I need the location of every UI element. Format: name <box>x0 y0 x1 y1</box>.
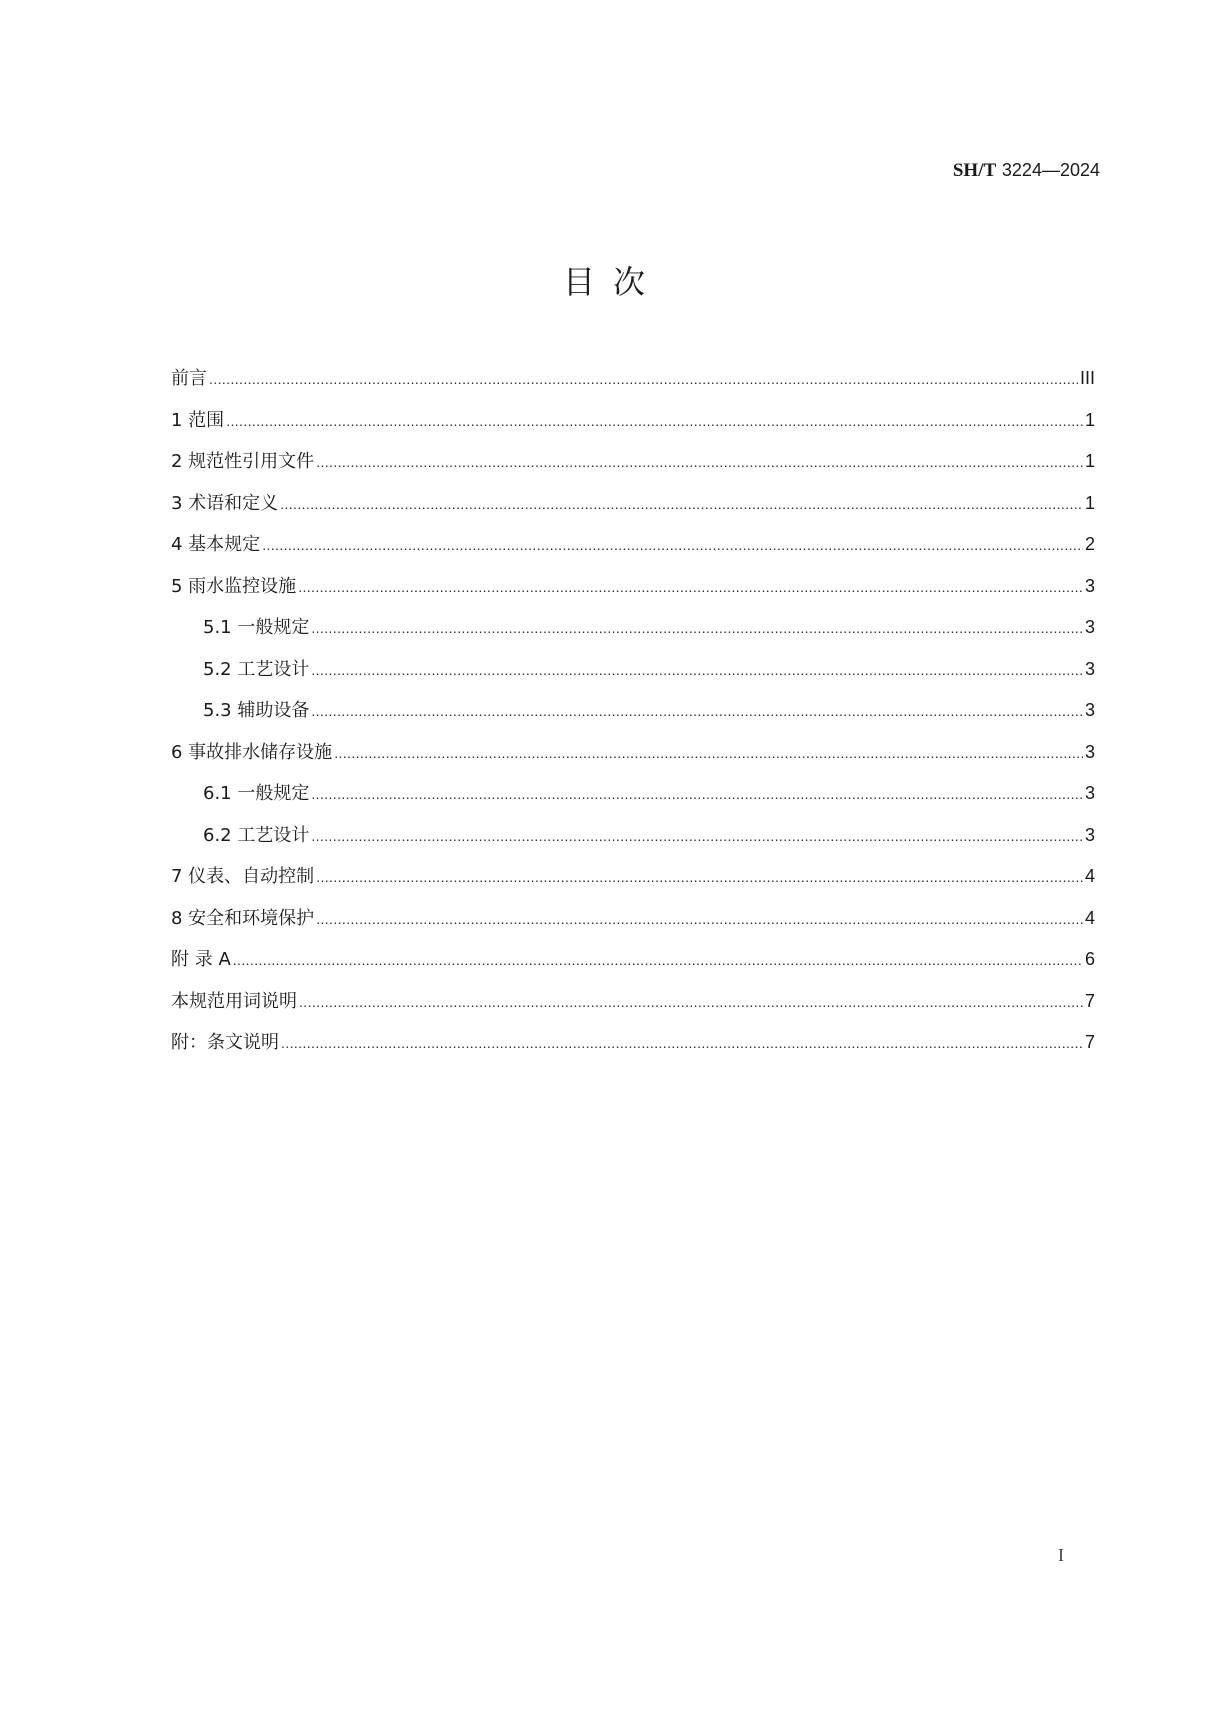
standard-year: 3224—2024 <box>1001 160 1100 180</box>
toc-entry-page: 7 <box>1084 990 1095 1011</box>
toc-entry-page: 3 <box>1084 575 1095 596</box>
toc-entry-page: 4 <box>1084 907 1095 928</box>
toc-entry-page: 3 <box>1084 824 1095 845</box>
toc-entry[interactable] <box>171 947 1095 989</box>
standard-number <box>953 158 1100 183</box>
toc-entry[interactable] <box>171 408 1095 450</box>
toc-leader-dots <box>311 616 1083 640</box>
toc-title: 目次 <box>562 263 663 301</box>
standard-code: SH/T <box>952 160 997 181</box>
toc-entry[interactable] <box>171 615 1095 657</box>
toc-entry-page: 1 <box>1084 492 1095 513</box>
toc-entry-label: 5 雨水监控设施 <box>171 575 297 597</box>
toc-entry[interactable] <box>171 823 1095 865</box>
toc-entry[interactable] <box>171 864 1095 906</box>
toc-entry-page: 4 <box>1084 866 1095 886</box>
toc-entry[interactable] <box>171 740 1095 782</box>
toc-entry-label: 3 术语和定义 <box>171 492 279 514</box>
toc-entry[interactable] <box>171 781 1095 823</box>
toc-entry-label: 6.1 一般规定 <box>203 783 310 804</box>
toc-entry-label: 7 仪表、自动控制 <box>171 866 315 887</box>
toc-entry-label: 8 安全和环境保护 <box>171 907 315 929</box>
toc-entry-label: 附：条文说明 <box>171 1032 279 1053</box>
toc-leader-dots <box>299 990 1083 1014</box>
toc-entry-label: 6.2 工艺设计 <box>203 824 310 846</box>
toc-leader-dots <box>316 450 1083 474</box>
toc-leader-dots <box>311 782 1083 806</box>
toc-entry-page: 2 <box>1084 534 1095 554</box>
toc-entry-page: 3 <box>1084 658 1095 679</box>
toc-leader-dots <box>316 907 1083 931</box>
toc-entry-page: 1 <box>1084 451 1095 471</box>
toc-entry-label: 5.1 一般规定 <box>203 617 310 638</box>
toc-leader-dots <box>209 367 1078 391</box>
toc-entry[interactable] <box>171 906 1095 948</box>
table-of-contents <box>171 366 1095 1072</box>
toc-entry-page: 7 <box>1084 1032 1095 1052</box>
toc-leader-dots <box>311 699 1083 723</box>
toc-entry-page: 3 <box>1084 783 1095 803</box>
toc-entry-label: 前言 <box>171 368 207 389</box>
toc-leader-dots <box>281 1031 1083 1055</box>
toc-leader-dots <box>262 533 1083 557</box>
toc-entry-label: 附 录 A <box>171 949 231 970</box>
toc-leader-dots <box>226 409 1083 433</box>
toc-entry-label: 5.3 辅助设备 <box>203 700 310 721</box>
toc-entry-label: 1 范围 <box>171 409 225 431</box>
toc-entry-page: 3 <box>1084 741 1095 762</box>
toc-entry[interactable] <box>171 989 1095 1031</box>
toc-entry-page: 3 <box>1084 617 1095 637</box>
toc-entry[interactable] <box>171 366 1095 408</box>
toc-entry[interactable] <box>171 574 1095 616</box>
toc-leader-dots <box>316 865 1083 889</box>
toc-leader-dots <box>233 948 1083 972</box>
toc-entry[interactable] <box>171 698 1095 740</box>
page-number: I <box>1058 1545 1064 1565</box>
toc-leader-dots <box>298 575 1083 599</box>
toc-entry[interactable] <box>171 1030 1095 1072</box>
toc-entry[interactable] <box>171 657 1095 699</box>
toc-entry-page: III <box>1079 368 1095 388</box>
toc-entry[interactable] <box>171 491 1095 533</box>
toc-entry-page: 1 <box>1084 409 1095 430</box>
toc-leader-dots <box>311 658 1083 682</box>
toc-entry-label: 6 事故排水储存设施 <box>171 741 333 763</box>
toc-entry-page: 3 <box>1084 700 1095 720</box>
toc-entry-label: 2 规范性引用文件 <box>171 451 315 472</box>
toc-entry-label: 5.2 工艺设计 <box>203 658 310 680</box>
toc-entry[interactable] <box>171 449 1095 491</box>
toc-entry-page: 6 <box>1084 949 1095 969</box>
toc-leader-dots <box>280 492 1083 516</box>
toc-entry-label: 本规范用词说明 <box>171 990 297 1012</box>
toc-entry-label: 4 基本规定 <box>171 534 261 555</box>
toc-entry[interactable] <box>171 532 1095 574</box>
toc-leader-dots <box>311 824 1083 848</box>
toc-leader-dots <box>334 741 1083 765</box>
